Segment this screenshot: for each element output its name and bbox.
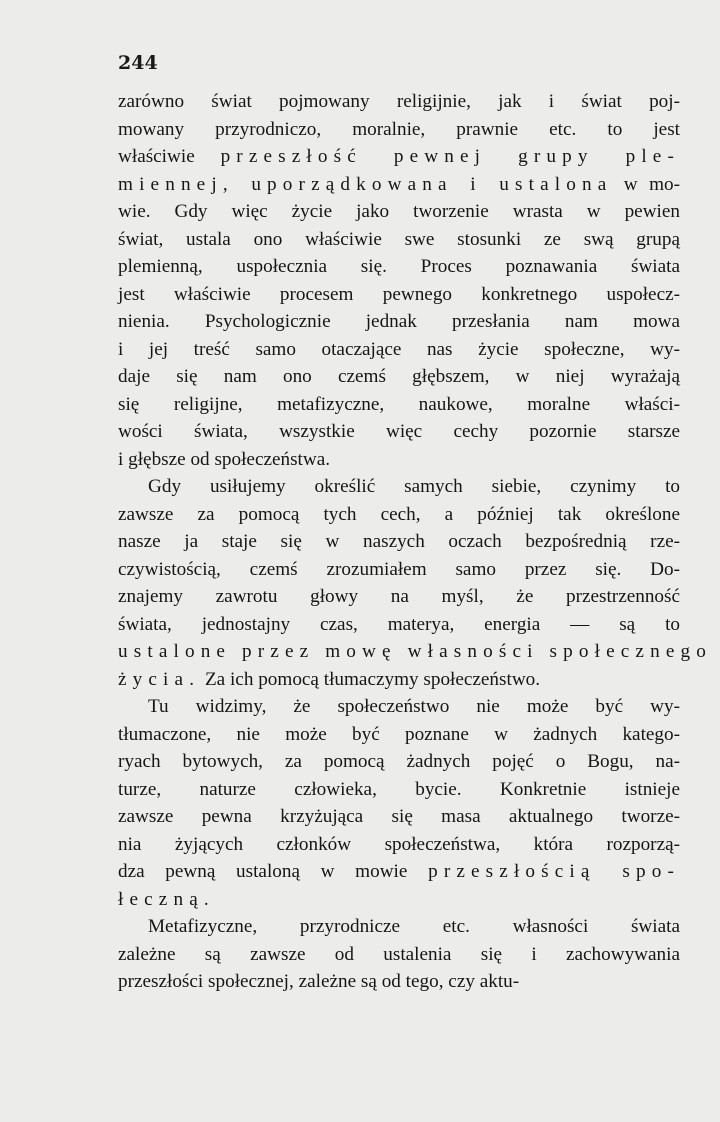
text-segment: wości świata, wszystkie więc cechy pozornie starsze [118, 421, 680, 442]
text-segment: zarówno świat pojmowany religijnie, jak i świat poj- [118, 91, 680, 112]
text-line [118, 556, 680, 584]
text-line [118, 748, 680, 776]
text-segment: znajemy zawrotu głowy na myśl, że przestrzenność [118, 586, 680, 607]
text-line [118, 171, 680, 199]
text-segment: nasze ja staje się w naszych oczach bezpośrednią rze- [118, 531, 680, 552]
spaced-emphasis: łeczną. [118, 888, 215, 910]
text-line [118, 528, 680, 556]
text-line [118, 803, 680, 831]
text-segment: się religijne, metafizyczne, naukowe, moralne właści- [118, 393, 680, 415]
text-line [118, 583, 680, 611]
text-line [118, 776, 680, 804]
text-segment: Za ich pomocą tłumaczymy społeczeństwo. [200, 668, 541, 690]
text-line [118, 226, 680, 254]
text-segment: wie. Gdy więc życie jako tworzenie wrasta w pewien [118, 201, 680, 222]
text-line [118, 446, 680, 474]
paragraph [118, 913, 680, 996]
text-segment: właściwie [118, 146, 221, 167]
text-segment: świat, ustala ono właściwie swe stosunki ze swą grupą [118, 228, 680, 250]
spaced-emphasis: przeszłość pewnej grupy ple- [220, 146, 680, 167]
text-line [118, 693, 680, 721]
text-segment: dza pewną ustaloną w mowie [118, 861, 429, 882]
text-segment: mowany przyrodniczo, moralnie, prawnie etc. to jest [118, 118, 680, 140]
text-line [118, 913, 680, 941]
paragraph [118, 473, 712, 693]
text-segment: zawsze za pomocą tych cech, a później tak określone [118, 503, 680, 525]
text-line [118, 336, 680, 364]
spaced-emphasis: przeszłością spo- [428, 861, 680, 882]
text-segment: Gdy usiłujemy określić samych siebie, czynimy to [148, 476, 680, 497]
text-line [118, 391, 680, 419]
spaced-emphasis: miennej, uporządkowana i ustalona [118, 173, 613, 195]
paragraph [118, 88, 680, 473]
text-line [118, 363, 680, 391]
text-segment: Tu widzimy, że społeczeństwo nie może być wy- [148, 696, 680, 717]
text-segment: świata, jednostajny czas, materya, energia — są to [118, 613, 680, 635]
text-line [118, 418, 680, 446]
text-segment: czywistością, czemś zrozumiałem samo przez się. Do- [118, 558, 680, 580]
text-line [118, 281, 680, 309]
text-segment: jest właściwie procesem pewnego konkretnego uspołecz- [118, 283, 680, 305]
text-segment: turze, naturze człowieka, bycie. Konkretnie istnieje [118, 778, 680, 800]
text-line [118, 666, 680, 694]
text-segment: zawsze pewna krzyżująca się masa aktualnego tworze- [118, 806, 680, 827]
text-line [118, 968, 680, 996]
spaced-emphasis: ustalone przez mowę własności społecznego [118, 641, 712, 662]
text-line [118, 88, 680, 116]
text-segment: nienia. Psychologicznie jednak przesłania nam mowa [118, 311, 680, 332]
body-text [118, 88, 712, 996]
text-line [118, 308, 680, 336]
text-segment: nia żyjących członków społeczeństwa, która rozporzą- [118, 833, 680, 855]
text-line [118, 253, 680, 281]
spaced-emphasis: życia. [118, 668, 201, 690]
text-line [118, 858, 680, 886]
text-segment: ryach bytowych, za pomocą żadnych pojęć o Bogu, na- [118, 751, 680, 772]
text-line [118, 886, 680, 914]
text-segment: zależne są zawsze od ustalenia się i zachowywania [118, 943, 680, 965]
text-line [118, 831, 680, 859]
text-segment: przeszłości społecznej, zależne są od tego, czy aktu- [118, 971, 520, 992]
text-line [118, 721, 680, 749]
text-line [118, 473, 680, 501]
paragraph [118, 693, 680, 913]
text-line [118, 143, 680, 171]
text-line [118, 941, 680, 969]
text-segment: i głębsze od społeczeństwa. [118, 448, 331, 470]
text-line [118, 638, 712, 666]
text-segment: tłumaczone, nie może być poznane w żadnych katego- [118, 723, 680, 745]
text-line [118, 611, 680, 639]
page-number: 244 [118, 52, 158, 74]
text-line [118, 116, 680, 144]
text-segment: i jej treść samo otaczające nas życie społeczne, wy- [118, 338, 680, 360]
text-line [118, 501, 680, 529]
text-segment: w mo- [612, 173, 680, 195]
text-segment: daje się nam ono czemś głębszem, w niej wyrażają [118, 366, 680, 387]
text-segment: Metafizyczne, przyrodnicze etc. własności świata [148, 916, 680, 937]
text-line [118, 198, 680, 226]
text-segment: plemienną, uspołecznia się. Proces poznawania świata [118, 256, 680, 277]
